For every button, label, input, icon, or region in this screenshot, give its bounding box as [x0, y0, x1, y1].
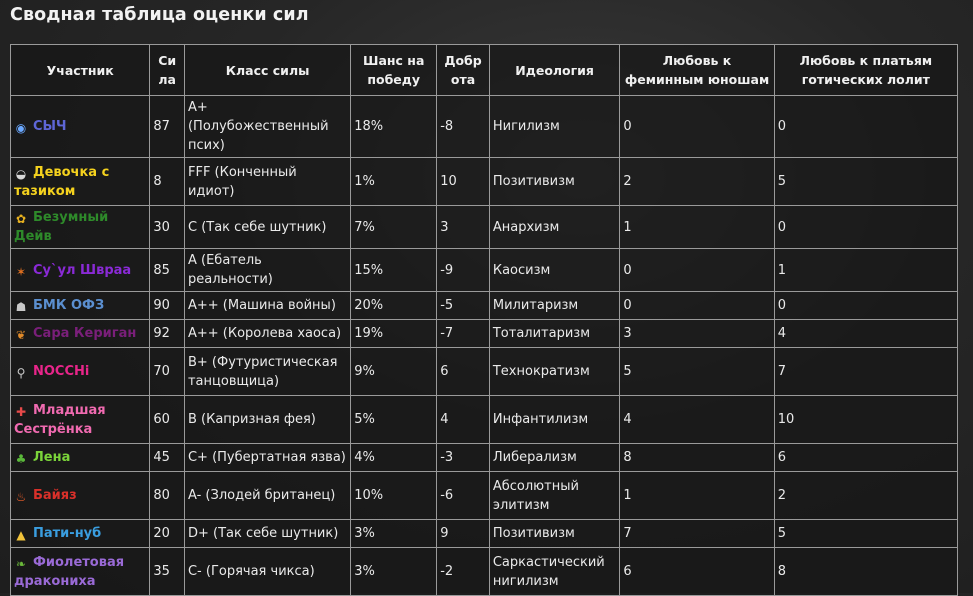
- table-row: [11, 206, 958, 249]
- cell-goth-love: 6: [774, 444, 957, 472]
- cell-participant: [11, 158, 150, 206]
- cell-ideology: Нигилизм: [489, 96, 620, 158]
- cell-power-class: C+ (Пубертатная язва): [184, 444, 350, 472]
- cell-power-class: B (Капризная фея): [184, 396, 350, 444]
- cell-win-chance: 15%: [351, 249, 437, 292]
- cell-power-class: D+ (Так себе шутник): [184, 520, 350, 548]
- plant-icon: ♣: [15, 452, 27, 466]
- header-power-class: Класс силы: [184, 45, 350, 96]
- cell-goth-love: 8: [774, 548, 957, 596]
- cell-power: 87: [150, 96, 185, 158]
- cell-ideology: Либерализм: [489, 444, 620, 472]
- table-header-row: [11, 45, 958, 96]
- participant-name: Девочка с тазиком: [14, 164, 110, 199]
- header-win-chance: Шанс на победу: [351, 45, 437, 96]
- cell-ideology: Позитивизм: [489, 520, 620, 548]
- cell-win-chance: 4%: [351, 444, 437, 472]
- table-row: [11, 472, 958, 520]
- cell-goth-love: 5: [774, 158, 957, 206]
- cell-win-chance: 10%: [351, 472, 437, 520]
- cell-ideology: Инфантилизм: [489, 396, 620, 444]
- cell-win-chance: 9%: [351, 348, 437, 396]
- cell-fem-love: 6: [620, 548, 774, 596]
- participant-name: Младшая Сестрёнка: [14, 402, 106, 437]
- cell-fem-love: 1: [620, 472, 774, 520]
- participant-name: Сара Кериган: [33, 326, 137, 341]
- cell-win-chance: 19%: [351, 320, 437, 348]
- cell-fem-love: 1: [620, 206, 774, 249]
- cell-power-class: C (Так себе шутник): [184, 206, 350, 249]
- table-row: [11, 158, 958, 206]
- header-participant: Участник: [11, 45, 150, 96]
- participant-name: СЫЧ: [33, 119, 67, 134]
- cell-goth-love: 10: [774, 396, 957, 444]
- cell-ideology: Позитивизм: [489, 158, 620, 206]
- cell-kindness: -2: [437, 548, 490, 596]
- cell-win-chance: 18%: [351, 96, 437, 158]
- cell-ideology: Каосизм: [489, 249, 620, 292]
- robot-icon: ☗: [15, 300, 27, 314]
- cell-win-chance: 3%: [351, 548, 437, 596]
- party-horn-icon: ▲: [16, 528, 26, 542]
- cell-fem-love: 5: [620, 348, 774, 396]
- cell-ideology: Анархизм: [489, 206, 620, 249]
- cell-power-class: B+ (Футуристическая танцовщица): [184, 348, 350, 396]
- cell-fem-love: 0: [620, 249, 774, 292]
- cell-kindness: -3: [437, 444, 490, 472]
- cell-power: 20: [150, 520, 185, 548]
- cell-participant: [11, 96, 150, 158]
- cell-fem-love: 7: [620, 520, 774, 548]
- cell-kindness: -8: [437, 96, 490, 158]
- cell-win-chance: 1%: [351, 158, 437, 206]
- header-goth-love: Любовь к платьям готических лолит: [774, 45, 957, 96]
- cell-fem-love: 0: [620, 292, 774, 320]
- cell-ideology: Милитаризм: [489, 292, 620, 320]
- cell-power: 92: [150, 320, 185, 348]
- participant-name: Су`ул Швраа: [33, 262, 132, 278]
- cell-power: 45: [150, 444, 185, 472]
- cell-goth-love: 2: [774, 472, 957, 520]
- participant-name: Лена: [33, 450, 71, 465]
- cell-fem-love: 8: [620, 444, 774, 472]
- cell-power: 30: [150, 206, 185, 249]
- cell-goth-love: 4: [774, 320, 957, 348]
- cell-kindness: 10: [437, 158, 490, 206]
- ribbon-icon: ✚: [15, 404, 27, 419]
- cell-participant: [11, 249, 150, 292]
- cell-power-class: A (Ебатель реальности): [184, 249, 350, 292]
- cell-kindness: -9: [437, 249, 490, 292]
- cell-participant: [11, 548, 150, 596]
- cell-power: 70: [150, 348, 185, 396]
- cell-participant: [11, 396, 150, 444]
- cell-win-chance: 5%: [351, 396, 437, 444]
- fire-icon: ♨: [15, 490, 27, 504]
- cell-win-chance: 3%: [351, 520, 437, 548]
- table-row: [11, 96, 958, 158]
- table-row: [11, 396, 958, 444]
- cell-kindness: -5: [437, 292, 490, 320]
- cell-power: 35: [150, 548, 185, 596]
- table-body: [11, 96, 958, 596]
- cell-power-class: A+ (Полубожественный псих): [184, 96, 350, 158]
- cell-kindness: -6: [437, 472, 490, 520]
- cell-goth-love: 5: [774, 520, 957, 548]
- table-row: [11, 548, 958, 596]
- header-kindness: Добр ота: [437, 45, 490, 96]
- header-ideology: Идеология: [489, 45, 620, 96]
- cell-fem-love: 2: [620, 158, 774, 206]
- cell-participant: [11, 206, 150, 249]
- table-row: [11, 520, 958, 548]
- microphone-icon: ⚲: [16, 366, 26, 380]
- participant-name: Пати-нуб: [33, 526, 102, 541]
- participant-name: NOCCHi: [33, 364, 90, 379]
- table-row: [11, 320, 958, 348]
- cell-ideology: Абсолютный элитизм: [489, 472, 620, 520]
- table-row: [11, 249, 958, 292]
- power-rating-table: [10, 44, 958, 596]
- cell-participant: [11, 320, 150, 348]
- participant-name: Безумный Дейв: [14, 210, 109, 244]
- header-power: Си ла: [150, 45, 185, 96]
- cell-kindness: 9: [437, 520, 490, 548]
- cell-power: 80: [150, 472, 185, 520]
- dragon-icon: ❧: [15, 556, 27, 571]
- cell-power: 8: [150, 158, 185, 206]
- page-title: Сводная таблица оценки сил: [10, 5, 309, 25]
- cell-ideology: Тоталитаризм: [489, 320, 620, 348]
- cell-goth-love: 0: [774, 96, 957, 158]
- cell-win-chance: 20%: [351, 292, 437, 320]
- cell-kindness: -7: [437, 320, 490, 348]
- cell-participant: [11, 444, 150, 472]
- cell-power-class: FFF (Конченный идиот): [184, 158, 350, 206]
- cell-participant: [11, 292, 150, 320]
- spider-icon: ✶: [15, 264, 27, 279]
- cell-ideology: Технократизм: [489, 348, 620, 396]
- cell-goth-love: 7: [774, 348, 957, 396]
- basin-icon: ◒: [15, 166, 27, 181]
- cell-kindness: 6: [437, 348, 490, 396]
- cell-power-class: A++ (Машина войны): [184, 292, 350, 320]
- cell-fem-love: 4: [620, 396, 774, 444]
- cell-ideology: Саркастический нигилизм: [489, 548, 620, 596]
- table-row: [11, 292, 958, 320]
- cell-power-class: A- (Злодей британец): [184, 472, 350, 520]
- cell-goth-love: 0: [774, 206, 957, 249]
- participant-name: БМК ОФЗ: [33, 298, 105, 313]
- table-row: [11, 444, 958, 472]
- cell-power: 60: [150, 396, 185, 444]
- cell-power-class: C- (Горячая чикса): [184, 548, 350, 596]
- cell-participant: [11, 472, 150, 520]
- participant-name: Фиолетовая дракониха: [14, 554, 125, 589]
- flower-icon: ✿: [15, 212, 27, 226]
- cell-goth-love: 1: [774, 249, 957, 292]
- cell-power: 90: [150, 292, 185, 320]
- butterfly-icon: ❦: [15, 328, 27, 342]
- cell-participant: [11, 520, 150, 548]
- cell-fem-love: 3: [620, 320, 774, 348]
- table-row: [11, 348, 958, 396]
- cell-kindness: 3: [437, 206, 490, 249]
- participant-name: Байяз: [33, 488, 77, 503]
- cell-win-chance: 7%: [351, 206, 437, 249]
- cell-participant: [11, 348, 150, 396]
- cell-kindness: 4: [437, 396, 490, 444]
- eye-icon: ◉: [15, 121, 27, 135]
- cell-fem-love: 0: [620, 96, 774, 158]
- header-fem-love: Любовь к феминным юношам: [620, 45, 774, 96]
- cell-power-class: A++ (Королева хаоса): [184, 320, 350, 348]
- cell-power: 85: [150, 249, 185, 292]
- cell-goth-love: 0: [774, 292, 957, 320]
